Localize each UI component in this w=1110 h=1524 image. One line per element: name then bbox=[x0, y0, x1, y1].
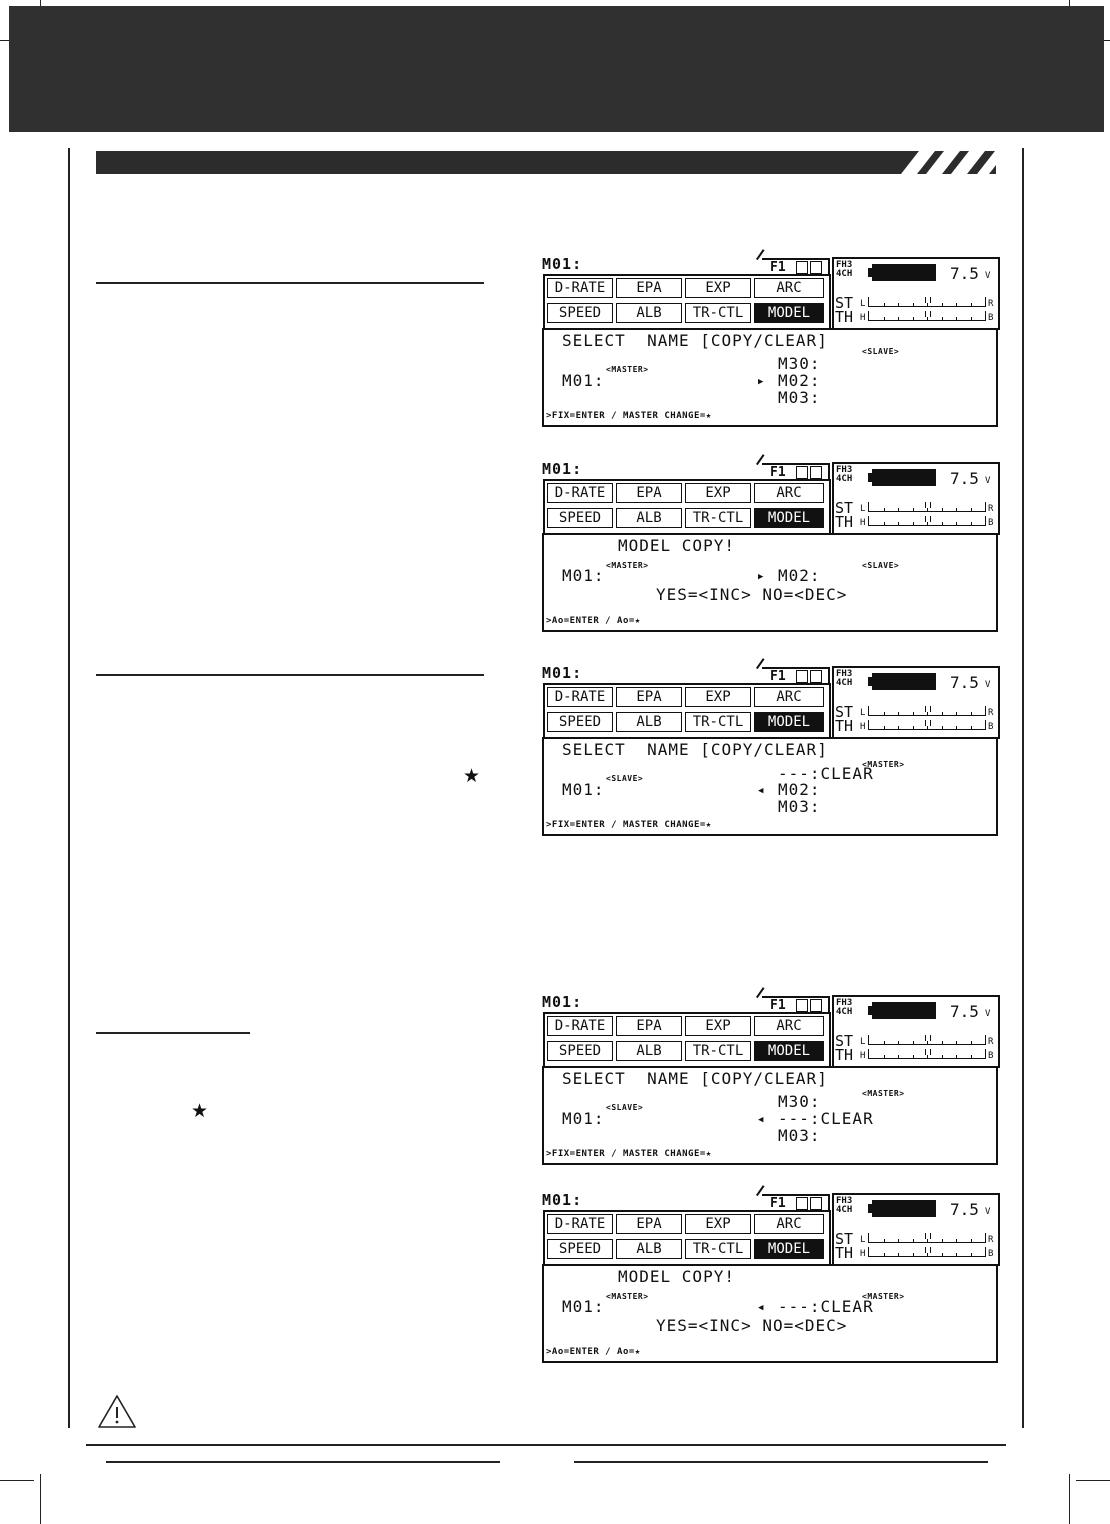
trim-tick bbox=[884, 317, 885, 320]
function-tab bbox=[762, 667, 830, 684]
throttle-trim-gauge bbox=[868, 1049, 986, 1059]
function-menu bbox=[543, 274, 831, 330]
battery-voltage: 7.5 bbox=[950, 673, 979, 692]
trim-marker bbox=[925, 516, 931, 522]
menu-button-speed: SPEED bbox=[547, 508, 613, 528]
heading-rule bbox=[96, 1032, 250, 1034]
model-number: M01: bbox=[542, 255, 583, 273]
model-line: ---:CLEAR bbox=[778, 1109, 874, 1128]
footer-rule-left bbox=[106, 1461, 500, 1463]
trim-tick bbox=[927, 508, 928, 511]
menu-button-arc: ARC bbox=[754, 687, 824, 707]
status-panel bbox=[832, 462, 1000, 535]
model-line: M03: bbox=[778, 388, 821, 407]
throttle-trim-gauge bbox=[868, 311, 986, 321]
trim-tick bbox=[898, 712, 899, 715]
menu-button-exp: EXP bbox=[685, 687, 751, 707]
panel-footer: >FIX=ENTER / MASTER CHANGE=★ bbox=[546, 411, 712, 421]
throttle-right-label: B bbox=[988, 518, 994, 528]
throttle-left-label: H bbox=[860, 1249, 866, 1259]
steering-trim-gauge bbox=[868, 706, 986, 716]
function-menu bbox=[543, 1210, 831, 1266]
lcd-screen bbox=[542, 995, 998, 1165]
trim-tick bbox=[884, 508, 885, 511]
menu-button-model: MODEL bbox=[754, 303, 824, 323]
throttle-left-label: H bbox=[860, 313, 866, 323]
trim-tick bbox=[927, 1055, 928, 1058]
function-tab bbox=[762, 1194, 830, 1211]
throttle-right-label: B bbox=[988, 722, 994, 732]
model-number: M01: bbox=[542, 664, 583, 682]
trim-marker bbox=[925, 706, 931, 712]
function-key-label: F1 bbox=[770, 260, 786, 275]
trim-tick bbox=[898, 726, 899, 729]
trim-tick bbox=[971, 1239, 972, 1242]
channel-count: 4CH bbox=[836, 474, 853, 484]
lcd-screen bbox=[542, 1193, 998, 1363]
menu-button-d-rate: D-RATE bbox=[547, 278, 613, 298]
left-model: M01: bbox=[562, 371, 605, 390]
menu-button-speed: SPEED bbox=[547, 1041, 613, 1061]
menu-button-tr-ctl: TR-CTL bbox=[685, 1239, 751, 1259]
steering-right-label: R bbox=[988, 299, 994, 309]
crop-mark bbox=[40, 1474, 41, 1524]
battery-voltage: 7.5 bbox=[950, 1002, 979, 1021]
trim-tick bbox=[913, 508, 914, 511]
lcd-panel bbox=[542, 533, 998, 632]
voltage-unit: V bbox=[985, 271, 991, 281]
trim-marker bbox=[925, 720, 931, 726]
trim-tick bbox=[898, 1253, 899, 1256]
menu-button-speed: SPEED bbox=[547, 303, 613, 323]
page-frame-left bbox=[68, 148, 70, 1428]
trim-tick bbox=[942, 317, 943, 320]
crop-mark bbox=[0, 1480, 34, 1481]
menu-button-model: MODEL bbox=[754, 1041, 824, 1061]
trim-tick bbox=[913, 1041, 914, 1044]
menu-button-exp: EXP bbox=[685, 278, 751, 298]
trim-tick bbox=[913, 317, 914, 320]
throttle-trim-label: TH bbox=[835, 1244, 854, 1262]
trim-tick bbox=[884, 303, 885, 306]
menu-button-alb: ALB bbox=[616, 1041, 682, 1061]
right-tag: <MASTER> bbox=[862, 1292, 905, 1301]
menu-button-epa: EPA bbox=[616, 483, 682, 503]
battery-icon bbox=[872, 1200, 936, 1217]
trim-tick bbox=[971, 522, 972, 525]
lcd-panel bbox=[542, 737, 998, 836]
menu-button-d-rate: D-RATE bbox=[547, 687, 613, 707]
left-model: M01: bbox=[562, 1297, 605, 1316]
voltage-unit: V bbox=[985, 680, 991, 690]
trim-marker bbox=[925, 297, 931, 303]
tab-box bbox=[810, 670, 822, 683]
battery-icon bbox=[872, 469, 936, 486]
tab-box bbox=[796, 1197, 808, 1210]
menu-button-speed: SPEED bbox=[547, 712, 613, 732]
star-icon: ★ bbox=[191, 1100, 209, 1122]
menu-button-speed: SPEED bbox=[547, 1239, 613, 1259]
panel-footer: >FIX=ENTER / MASTER CHANGE=★ bbox=[546, 820, 712, 830]
menu-button-model: MODEL bbox=[754, 1239, 824, 1259]
battery-voltage: 7.5 bbox=[950, 469, 979, 488]
trim-tick bbox=[884, 726, 885, 729]
frequency-mode: FH3 bbox=[836, 1196, 853, 1206]
steering-right-label: R bbox=[988, 1235, 994, 1245]
trim-tick bbox=[956, 1239, 957, 1242]
panel-footer: >FIX=ENTER / MASTER CHANGE=★ bbox=[546, 1149, 712, 1159]
status-panel bbox=[832, 995, 1000, 1068]
trim-tick bbox=[971, 1253, 972, 1256]
function-menu bbox=[543, 683, 831, 739]
trim-marker bbox=[925, 1049, 931, 1055]
throttle-trim-label: TH bbox=[835, 1046, 854, 1064]
function-key-label: F1 bbox=[770, 465, 786, 480]
menu-button-epa: EPA bbox=[616, 1214, 682, 1234]
menu-button-epa: EPA bbox=[616, 1016, 682, 1036]
steering-trim-label: ST bbox=[835, 1032, 854, 1050]
throttle-left-label: H bbox=[860, 722, 866, 732]
steering-trim-label: ST bbox=[835, 499, 854, 517]
menu-button-epa: EPA bbox=[616, 687, 682, 707]
selection-arrow-icon: ▶ bbox=[758, 377, 764, 387]
throttle-right-label: B bbox=[988, 313, 994, 323]
panel-title: MODEL COPY! bbox=[618, 536, 735, 555]
throttle-trim-gauge bbox=[868, 1247, 986, 1257]
trim-tick bbox=[956, 726, 957, 729]
trim-tick bbox=[898, 508, 899, 511]
frequency-mode: FH3 bbox=[836, 669, 853, 679]
model-line: M30: bbox=[778, 354, 821, 373]
channel-count: 4CH bbox=[836, 678, 853, 688]
crop-mark bbox=[1076, 1480, 1110, 1481]
left-tag: <MASTER> bbox=[606, 365, 649, 374]
menu-button-d-rate: D-RATE bbox=[547, 483, 613, 503]
model-line: M03: bbox=[778, 797, 821, 816]
model-line: M02: bbox=[778, 371, 821, 390]
trim-tick bbox=[956, 1055, 957, 1058]
status-panel bbox=[832, 666, 1000, 739]
channel-count: 4CH bbox=[836, 1205, 853, 1215]
battery-icon bbox=[872, 673, 936, 690]
trim-tick bbox=[971, 303, 972, 306]
menu-button-tr-ctl: TR-CTL bbox=[685, 712, 751, 732]
trim-tick bbox=[884, 1055, 885, 1058]
trim-tick bbox=[927, 1041, 928, 1044]
panel-title: SELECT NAME [COPY/CLEAR] bbox=[562, 1069, 828, 1088]
voltage-unit: V bbox=[985, 476, 991, 486]
steering-trim-gauge bbox=[868, 502, 986, 512]
menu-button-model: MODEL bbox=[754, 508, 824, 528]
confirm-prompt: YES=<INC> NO=<DEC> bbox=[656, 1316, 848, 1335]
star-icon: ★ bbox=[463, 765, 481, 787]
panel-title: SELECT NAME [COPY/CLEAR] bbox=[562, 331, 828, 350]
trim-tick bbox=[971, 1041, 972, 1044]
panel-title: SELECT NAME [COPY/CLEAR] bbox=[562, 740, 828, 759]
model-line: M02: bbox=[778, 780, 821, 799]
page-frame-right bbox=[1022, 148, 1024, 1428]
steering-left-label: L bbox=[860, 708, 866, 718]
panel-footer: >Ao=ENTER / Ao=★ bbox=[546, 1347, 641, 1357]
menu-button-epa: EPA bbox=[616, 278, 682, 298]
trim-tick bbox=[898, 317, 899, 320]
menu-button-d-rate: D-RATE bbox=[547, 1214, 613, 1234]
tab-box bbox=[796, 466, 808, 479]
menu-button-arc: ARC bbox=[754, 1214, 824, 1234]
menu-button-d-rate: D-RATE bbox=[547, 1016, 613, 1036]
mode-indicator bbox=[836, 261, 852, 279]
steering-left-label: L bbox=[860, 1235, 866, 1245]
trim-tick bbox=[927, 317, 928, 320]
steering-trim-gauge bbox=[868, 297, 986, 307]
selection-arrow-icon: ▶ bbox=[758, 572, 764, 582]
section-title-bar bbox=[96, 151, 996, 174]
heading-rule bbox=[96, 674, 484, 676]
menu-button-tr-ctl: TR-CTL bbox=[685, 1041, 751, 1061]
trim-tick bbox=[956, 1253, 957, 1256]
trim-tick bbox=[971, 317, 972, 320]
menu-button-alb: ALB bbox=[616, 303, 682, 323]
trim-marker bbox=[925, 502, 931, 508]
menu-button-alb: ALB bbox=[616, 508, 682, 528]
trim-tick bbox=[971, 508, 972, 511]
left-tag: <SLAVE> bbox=[606, 1103, 644, 1112]
channel-count: 4CH bbox=[836, 1007, 853, 1017]
throttle-trim-label: TH bbox=[835, 308, 854, 326]
trim-tick bbox=[898, 1055, 899, 1058]
model-line: M30: bbox=[778, 1092, 821, 1111]
function-key-label: F1 bbox=[770, 1196, 786, 1211]
trim-tick bbox=[971, 712, 972, 715]
steering-left-label: L bbox=[860, 299, 866, 309]
trim-tick bbox=[942, 508, 943, 511]
trim-tick bbox=[956, 712, 957, 715]
menu-button-arc: ARC bbox=[754, 1016, 824, 1036]
menu-button-exp: EXP bbox=[685, 1016, 751, 1036]
menu-button-exp: EXP bbox=[685, 1214, 751, 1234]
trim-marker bbox=[925, 1035, 931, 1041]
trim-tick bbox=[942, 1041, 943, 1044]
frequency-mode: FH3 bbox=[836, 998, 853, 1008]
trim-tick bbox=[956, 1041, 957, 1044]
model-number: M01: bbox=[542, 460, 583, 478]
trim-tick bbox=[942, 1253, 943, 1256]
left-tag: <MASTER> bbox=[606, 561, 649, 570]
trim-tick bbox=[942, 303, 943, 306]
menu-button-arc: ARC bbox=[754, 278, 824, 298]
trim-tick bbox=[927, 1253, 928, 1256]
throttle-trim-label: TH bbox=[835, 717, 854, 735]
battery-voltage: 7.5 bbox=[950, 264, 979, 283]
trim-tick bbox=[884, 1239, 885, 1242]
lcd-panel bbox=[542, 328, 998, 427]
trim-tick bbox=[884, 712, 885, 715]
trim-marker bbox=[925, 1233, 931, 1239]
model-line: ---:CLEAR bbox=[778, 764, 874, 783]
page-header-bar bbox=[9, 6, 1104, 132]
panel-title: MODEL COPY! bbox=[618, 1267, 735, 1286]
steering-right-label: R bbox=[988, 504, 994, 514]
menu-button-tr-ctl: TR-CTL bbox=[685, 303, 751, 323]
trim-tick bbox=[913, 1253, 914, 1256]
trim-tick bbox=[913, 726, 914, 729]
menu-button-alb: ALB bbox=[616, 1239, 682, 1259]
trim-tick bbox=[956, 508, 957, 511]
status-panel bbox=[832, 1193, 1000, 1266]
throttle-right-label: B bbox=[988, 1051, 994, 1061]
mode-indicator bbox=[836, 1197, 852, 1215]
trim-tick bbox=[927, 1239, 928, 1242]
steering-left-label: L bbox=[860, 1037, 866, 1047]
trim-tick bbox=[884, 1041, 885, 1044]
lcd-screen bbox=[542, 257, 998, 427]
voltage-unit: V bbox=[985, 1207, 991, 1217]
trim-tick bbox=[913, 522, 914, 525]
tab-box bbox=[796, 999, 808, 1012]
left-model: M01: bbox=[562, 1109, 605, 1128]
battery-icon bbox=[872, 264, 936, 281]
trim-tick bbox=[898, 1239, 899, 1242]
trim-tick bbox=[913, 712, 914, 715]
steering-trim-label: ST bbox=[835, 1230, 854, 1248]
lcd-panel bbox=[542, 1264, 998, 1363]
model-number: M01: bbox=[542, 1191, 583, 1209]
mode-indicator bbox=[836, 670, 852, 688]
battery-voltage: 7.5 bbox=[950, 1200, 979, 1219]
tab-box bbox=[810, 261, 822, 274]
steering-right-label: R bbox=[988, 1037, 994, 1047]
tab-box bbox=[796, 261, 808, 274]
footer-rule bbox=[86, 1444, 1006, 1446]
warning-triangle-icon bbox=[96, 1393, 138, 1431]
function-key-label: F1 bbox=[770, 998, 786, 1013]
left-model: M01: bbox=[562, 780, 605, 799]
trim-tick bbox=[942, 1239, 943, 1242]
function-tab bbox=[762, 258, 830, 275]
tab-box bbox=[810, 466, 822, 479]
trim-tick bbox=[942, 522, 943, 525]
right-tag: <MASTER> bbox=[862, 760, 905, 769]
mode-indicator bbox=[836, 466, 852, 484]
right-tag: <SLAVE> bbox=[862, 347, 900, 356]
trim-tick bbox=[927, 712, 928, 715]
left-tag: <SLAVE> bbox=[606, 774, 644, 783]
target-model: M02: bbox=[778, 566, 821, 585]
trim-tick bbox=[971, 1055, 972, 1058]
function-menu bbox=[543, 479, 831, 535]
trim-tick bbox=[898, 1041, 899, 1044]
trim-tick bbox=[927, 726, 928, 729]
panel-footer: >Ao=ENTER / Ao=★ bbox=[546, 616, 641, 626]
right-tag: <MASTER> bbox=[862, 1089, 905, 1098]
tab-box bbox=[810, 1197, 822, 1210]
battery-icon bbox=[872, 1002, 936, 1019]
selection-arrow-icon: ◀ bbox=[758, 1303, 764, 1313]
tab-box bbox=[796, 670, 808, 683]
selection-arrow-icon: ◀ bbox=[758, 786, 764, 796]
throttle-right-label: B bbox=[988, 1249, 994, 1259]
trim-tick bbox=[884, 522, 885, 525]
trim-tick bbox=[884, 1253, 885, 1256]
function-menu bbox=[543, 1012, 831, 1068]
frequency-mode: FH3 bbox=[836, 465, 853, 475]
trim-tick bbox=[913, 303, 914, 306]
function-tab bbox=[762, 463, 830, 480]
mode-indicator bbox=[836, 999, 852, 1017]
lcd-panel bbox=[542, 1066, 998, 1165]
footer-rule-right bbox=[574, 1461, 988, 1463]
trim-tick bbox=[956, 317, 957, 320]
trim-tick bbox=[927, 303, 928, 306]
trim-marker bbox=[925, 1247, 931, 1253]
lcd-screen bbox=[542, 666, 998, 836]
status-panel bbox=[832, 257, 1000, 330]
throttle-trim-label: TH bbox=[835, 513, 854, 531]
steering-trim-gauge bbox=[868, 1035, 986, 1045]
model-line: M03: bbox=[778, 1126, 821, 1145]
left-tag: <MASTER> bbox=[606, 1292, 649, 1301]
frequency-mode: FH3 bbox=[836, 260, 853, 270]
trim-tick bbox=[927, 522, 928, 525]
throttle-trim-gauge bbox=[868, 516, 986, 526]
voltage-unit: V bbox=[985, 1009, 991, 1019]
throttle-trim-gauge bbox=[868, 720, 986, 730]
steering-trim-label: ST bbox=[835, 294, 854, 312]
trim-tick bbox=[942, 712, 943, 715]
throttle-left-label: H bbox=[860, 1051, 866, 1061]
trim-tick bbox=[898, 522, 899, 525]
heading-rule bbox=[96, 282, 484, 284]
tab-box bbox=[810, 999, 822, 1012]
trim-tick bbox=[942, 726, 943, 729]
lcd-screen bbox=[542, 462, 998, 632]
steering-right-label: R bbox=[988, 708, 994, 718]
menu-button-alb: ALB bbox=[616, 712, 682, 732]
channel-count: 4CH bbox=[836, 269, 853, 279]
crop-mark bbox=[1069, 1474, 1070, 1524]
right-tag: <SLAVE> bbox=[862, 561, 900, 570]
trim-tick bbox=[898, 303, 899, 306]
selection-arrow-icon: ◀ bbox=[758, 1115, 764, 1125]
trim-tick bbox=[913, 1055, 914, 1058]
trim-tick bbox=[956, 522, 957, 525]
steering-left-label: L bbox=[860, 504, 866, 514]
trim-marker bbox=[925, 311, 931, 317]
function-tab bbox=[762, 996, 830, 1013]
trim-tick bbox=[956, 303, 957, 306]
trim-tick bbox=[942, 1055, 943, 1058]
left-model: M01: bbox=[562, 566, 605, 585]
menu-button-tr-ctl: TR-CTL bbox=[685, 508, 751, 528]
model-number: M01: bbox=[542, 993, 583, 1011]
throttle-left-label: H bbox=[860, 518, 866, 528]
trim-tick bbox=[913, 1239, 914, 1242]
confirm-prompt: YES=<INC> NO=<DEC> bbox=[656, 585, 848, 604]
menu-button-arc: ARC bbox=[754, 483, 824, 503]
trim-tick bbox=[971, 726, 972, 729]
steering-trim-gauge bbox=[868, 1233, 986, 1243]
steering-trim-label: ST bbox=[835, 703, 854, 721]
target-model: ---:CLEAR bbox=[778, 1297, 874, 1316]
function-key-label: F1 bbox=[770, 669, 786, 684]
menu-button-model: MODEL bbox=[754, 712, 824, 732]
menu-button-exp: EXP bbox=[685, 483, 751, 503]
